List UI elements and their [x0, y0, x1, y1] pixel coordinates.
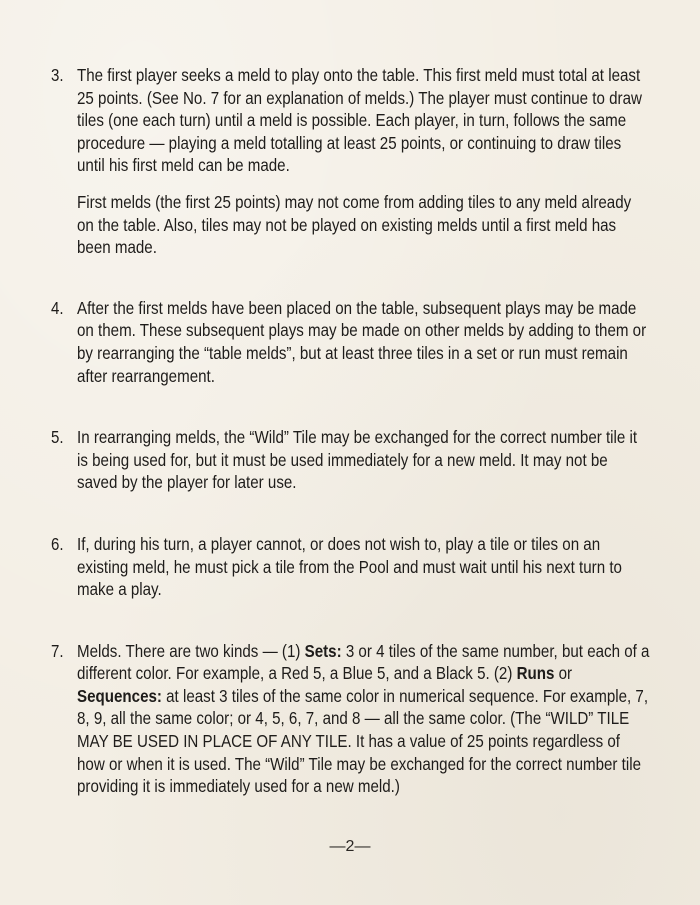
rule-paragraph-melds	[77, 640, 651, 798]
text-segment: 3 or 4 tiles of the same number, but each of a different color. For example, a Red 5, a Blue 5, and a Black 5. (2)	[77, 640, 650, 684]
rule-paragraph: If, during his turn, a player cannot, or does not wish to, play a tile or tiles on an existing meld, he must pick a tile from the Pool and must wait until his next turn to make a play.	[77, 533, 622, 600]
rule-number: 4.	[51, 297, 64, 318]
text-segment: at least 3 tiles of the same color in numerical sequence. For example, 7, 8, 9, all the same color; or 4, 5, 6, 7, and 8 — all the same color. (The “WILD” TILE MAY BE USED IN PLACE OF ANY TILE. It has a value of 25 points regardless of how or when it is used. The “Wild” Tile may be exchanged for the correct number tile providing it is immediately used for a new meld.)	[77, 685, 649, 797]
text-segment: or	[554, 663, 573, 684]
rule-item-5	[51, 426, 651, 494]
text-segment: Melds. There are two kinds — (1)	[77, 640, 305, 661]
rule-paragraph: In rearranging melds, the “Wild” Tile may be exchanged for the correct number tile it is being used for, but it must be used immediately for a new meld. It may not be saved by the player for later use.	[77, 427, 638, 493]
rule-number: 5.	[51, 427, 64, 448]
rule-paragraph: The first player seeks a meld to play onto the table. This first meld must total at least 25 points. (See No. 7 for an explanation of melds.) The player must continue to draw tiles (one each turn) until a meld is possible. Each player, in turn, follows the same procedure — playing a meld totalling at least 25 points, or continuing to draw tiles until his first meld can be made.	[77, 65, 642, 176]
rule-item-7	[51, 640, 651, 798]
rules-list	[51, 64, 651, 798]
rule-paragraph: After the first melds have been placed on the table, subsequent plays may be made on them. These subsequent plays may be made on other melds by adding to them or by rearranging the “table melds”, but at least three tiles in a set or run must remain after rearrangement.	[77, 297, 647, 386]
bold-term-sequences: Sequences:	[77, 685, 162, 706]
rule-number: 7.	[51, 640, 64, 661]
rule-body	[77, 64, 651, 259]
rule-body	[77, 533, 651, 601]
rule-item-3	[51, 64, 651, 259]
page-number: —2—	[329, 838, 371, 855]
rule-body	[77, 640, 651, 798]
rule-number: 3.	[51, 65, 64, 85]
rule-item-4	[51, 297, 651, 387]
rule-paragraph: First melds (the first 25 points) may not come from adding tiles to any meld already on the table. Also, tiles may not be played on existing melds until a first meld has been made.	[77, 191, 632, 258]
rule-body	[77, 426, 651, 494]
rule-number: 6.	[51, 533, 64, 554]
rule-item-6	[51, 533, 651, 601]
bold-term-runs: Runs	[516, 663, 555, 684]
rule-body	[77, 297, 651, 387]
bold-term-sets: Sets:	[304, 640, 342, 661]
